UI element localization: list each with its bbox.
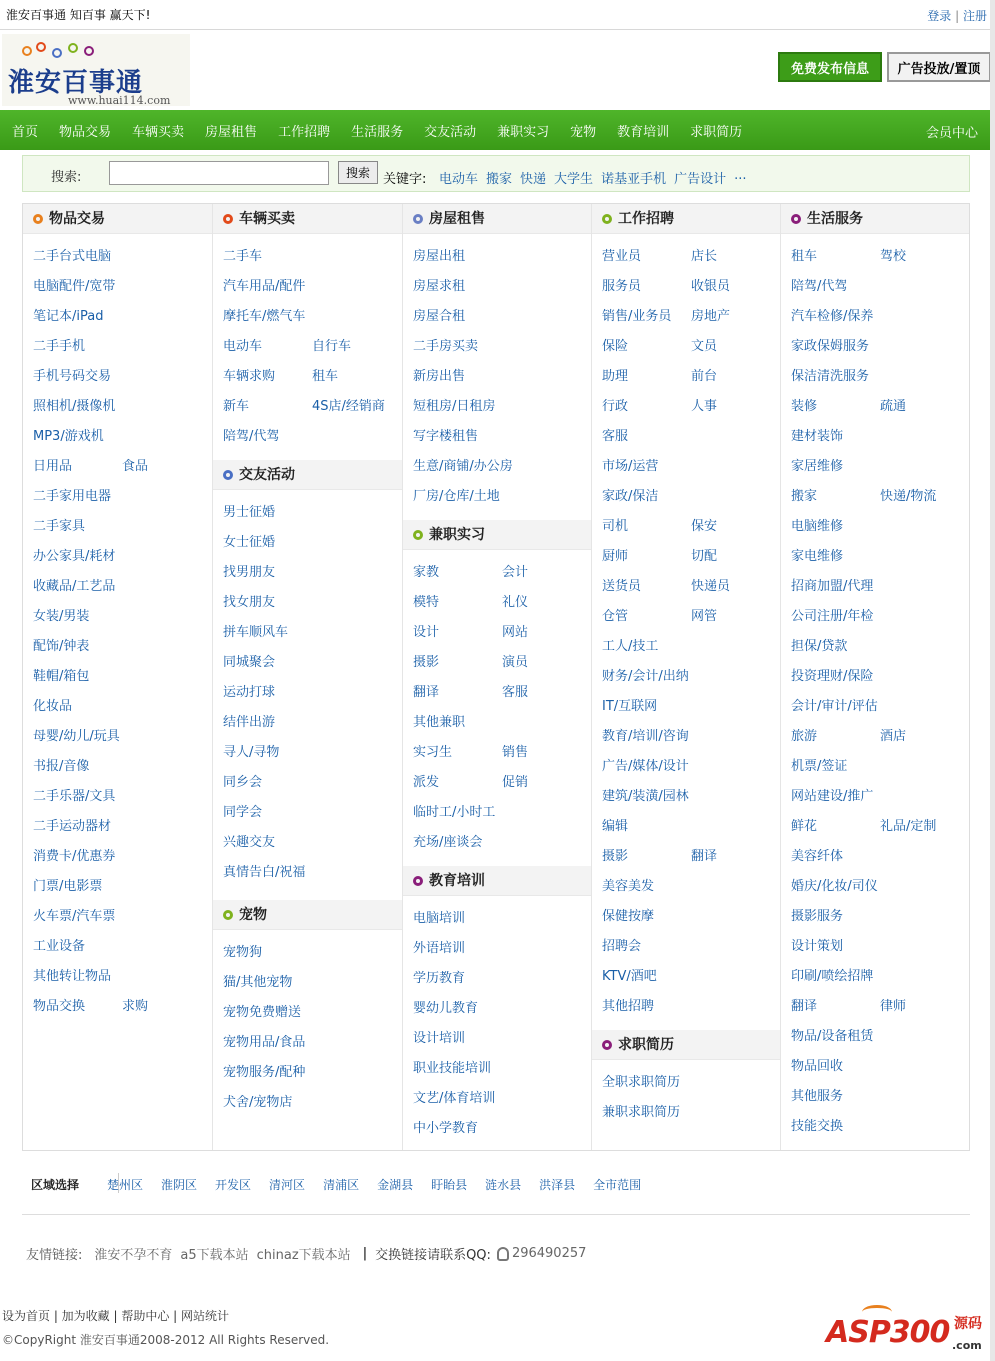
category-link[interactable]: 律师 [880, 999, 907, 1014]
nav-item[interactable]: 房屋租售 [205, 124, 258, 140]
category-grid [22, 203, 970, 1151]
post-info-button[interactable]: 免费发布信息 [778, 52, 882, 82]
category-link[interactable]: 家居维修 [791, 459, 844, 474]
category-link[interactable]: 车辆求购 [223, 369, 276, 384]
footer-links[interactable]: 设为首页 | 加为收藏 | 帮助中心 | 网站统计 [2, 1309, 230, 1323]
area-link[interactable]: 清浦区 [323, 1178, 360, 1192]
category-bullet-icon [223, 214, 233, 224]
category-link[interactable]: 设计策划 [791, 939, 844, 954]
category-link[interactable]: 求购 [122, 999, 149, 1014]
nav-item[interactable]: 兼职实习 [497, 124, 550, 140]
category-title: 宠物 [239, 907, 267, 923]
category-link[interactable]: 新车 [223, 399, 250, 414]
friend-link[interactable]: 淮安不孕不育 [94, 1248, 173, 1263]
area-link[interactable]: 盱眙县 [431, 1178, 468, 1192]
category-header[interactable] [213, 204, 402, 234]
category-link[interactable]: 教育/培训/咨询 [602, 729, 689, 744]
nav-item[interactable]: 首页 [12, 124, 39, 140]
keyword-link[interactable]: 大学生 [554, 172, 594, 187]
category-link[interactable]: 真情告白/祝福 [223, 865, 306, 880]
header [0, 30, 995, 110]
category-link[interactable]: 自行车 [312, 339, 352, 354]
category-link[interactable]: 物品交换 [33, 999, 86, 1014]
category-link[interactable]: 租车 [312, 369, 339, 384]
category-link[interactable]: 仓管 [602, 609, 629, 624]
category-bullet-icon [602, 214, 612, 224]
category-link[interactable]: 招聘会 [602, 939, 642, 954]
watermark-domain: .com [952, 1339, 982, 1352]
area-selector [22, 1168, 970, 1198]
keyword-link[interactable]: 快递 [520, 172, 547, 187]
asp300-watermark [822, 1303, 992, 1359]
category-link[interactable]: 送货员 [602, 579, 642, 594]
category-link[interactable]: 宠物免费赠送 [223, 1005, 302, 1020]
category-link[interactable]: 短租房/日租房 [413, 399, 496, 414]
category-header[interactable] [403, 866, 591, 896]
category-link[interactable]: 设计培训 [413, 1031, 466, 1046]
category-link[interactable]: 电脑配件/宽带 [33, 279, 116, 294]
category-link[interactable]: 物品回收 [791, 1059, 844, 1074]
category-header[interactable] [213, 460, 402, 490]
category-link[interactable]: 翻译 [791, 999, 818, 1014]
category-link[interactable]: 临时工/小时工 [413, 805, 496, 820]
category-link[interactable]: 文员 [691, 339, 718, 354]
category-link[interactable]: 翻译 [413, 685, 440, 700]
nav-items [0, 110, 751, 150]
category-header[interactable] [23, 204, 212, 234]
category-link[interactable]: 寻人/寻物 [223, 745, 280, 760]
category-link[interactable]: 人事 [691, 399, 718, 414]
category-link[interactable]: 驾校 [880, 249, 907, 264]
category-link[interactable]: 二手手机 [33, 339, 86, 354]
category-link[interactable]: 设计 [413, 625, 440, 640]
category-link[interactable]: 工人/技工 [602, 639, 659, 654]
keyword-link[interactable]: 电动车 [439, 172, 479, 187]
link-exchange-text: 交换链接请联系QQ: [375, 1248, 491, 1263]
category-link[interactable]: 电动车 [223, 339, 263, 354]
category-link[interactable]: 印刷/喷绘招牌 [791, 969, 874, 984]
category-link[interactable]: 母婴/幼儿/玩具 [33, 729, 120, 744]
category-link[interactable]: 房屋合租 [413, 309, 466, 324]
category-link[interactable]: 二手运动器材 [33, 819, 112, 834]
category-link[interactable]: 二手房买卖 [413, 339, 479, 354]
site-logo[interactable] [2, 34, 190, 106]
category-link[interactable]: 网站建设/推广 [791, 789, 874, 804]
category-title: 工作招聘 [618, 211, 674, 227]
category-link[interactable]: 宠物狗 [223, 945, 263, 960]
search-label: 搜索: [51, 170, 82, 185]
friend-link-list [94, 1244, 358, 1263]
category-link[interactable]: 消费卡/优惠券 [33, 849, 116, 864]
category-link[interactable]: 其他服务 [791, 1089, 844, 1104]
area-link[interactable]: 洪泽县 [539, 1178, 576, 1192]
category-link[interactable]: KTV/酒吧 [602, 969, 657, 984]
category-link[interactable]: 疏通 [880, 399, 907, 414]
friend-separator: | [362, 1246, 368, 1261]
category-link[interactable]: 二手乐器/文具 [33, 789, 116, 804]
nav-item[interactable]: 物品交易 [59, 124, 112, 140]
category-link[interactable]: 摄影 [602, 849, 629, 864]
watermark-brand: ASP300 [826, 1315, 950, 1350]
category-link[interactable]: 广告/媒体/设计 [602, 759, 689, 774]
category-header[interactable] [403, 520, 591, 550]
category-link[interactable]: 派发 [413, 775, 440, 790]
category-link[interactable]: IT/互联网 [602, 699, 658, 714]
category-link[interactable]: 店长 [691, 249, 718, 264]
category-link[interactable]: 拼车顺风车 [223, 625, 289, 640]
category-link[interactable]: 同乡会 [223, 775, 263, 790]
member-center-link[interactable]: 会员中心 [925, 126, 978, 141]
category-link[interactable]: 陪驾/代驾 [223, 429, 280, 444]
category-link[interactable]: 火车票/汽车票 [33, 909, 116, 924]
category-link[interactable]: 婴幼儿教育 [413, 1001, 479, 1016]
category-link[interactable]: 实习生 [413, 745, 453, 760]
category-link[interactable]: 装修 [791, 399, 818, 414]
category-link[interactable]: 家政/保洁 [602, 489, 659, 504]
category-link[interactable]: 结伴出游 [223, 715, 276, 730]
category-link[interactable]: 厨师 [602, 549, 629, 564]
category-link[interactable]: 技能交换 [791, 1119, 844, 1134]
category-header[interactable] [403, 204, 591, 234]
category-title: 物品交易 [49, 211, 105, 227]
friend-link[interactable]: a5下载本站 [180, 1248, 249, 1263]
category-link[interactable]: 行政 [602, 399, 629, 414]
category-bullet-icon [223, 470, 233, 480]
category-title: 交友活动 [239, 467, 295, 483]
category-link[interactable]: 家政保姆服务 [791, 339, 870, 354]
category-title: 生活服务 [807, 211, 863, 227]
category-link[interactable]: 4S店/经销商 [312, 399, 385, 414]
category-link[interactable]: 摄影 [413, 655, 440, 670]
category-link[interactable]: 房地产 [691, 309, 731, 324]
category-link[interactable]: 新房出售 [413, 369, 466, 384]
category-link[interactable]: 工业设备 [33, 939, 86, 954]
nav-item[interactable]: 教育培训 [617, 124, 670, 140]
scrollbar[interactable] [990, 0, 995, 1361]
category-link[interactable]: 投资理财/保险 [791, 669, 874, 684]
category-title: 兼职实习 [429, 527, 485, 543]
category-link[interactable]: 租车 [791, 249, 818, 264]
category-link[interactable]: 摩托车/燃气车 [223, 309, 306, 324]
category-link[interactable]: 宠物服务/配种 [223, 1065, 306, 1080]
qq-number[interactable]: 296490257 [511, 1246, 587, 1261]
category-link[interactable]: 房屋求租 [413, 279, 466, 294]
category-link[interactable]: 销售/业务员 [602, 309, 672, 324]
category-link[interactable]: 担保/贷款 [791, 639, 848, 654]
category-link[interactable]: 兼职求职简历 [602, 1105, 681, 1120]
category-link[interactable]: 鞋帽/箱包 [33, 669, 90, 684]
category-link[interactable]: 搬家 [791, 489, 818, 504]
category-link[interactable]: 化妆品 [33, 699, 73, 714]
category-link[interactable]: 收银员 [691, 279, 731, 294]
category-link[interactable]: 公司注册/年检 [791, 609, 874, 624]
category-bullet-icon [413, 214, 423, 224]
area-label: 区域选择 [31, 1178, 80, 1192]
category-link[interactable]: 中小学教育 [413, 1121, 479, 1136]
category-link[interactable]: 找男朋友 [223, 565, 276, 580]
register-link[interactable]: 注册 [962, 9, 987, 23]
ad-placement-button[interactable]: 广告投放/置顶 [887, 52, 991, 82]
friend-link[interactable]: chinaz下载本站 [256, 1248, 351, 1263]
category-link[interactable]: 助理 [602, 369, 629, 384]
category-link[interactable]: 女装/男装 [33, 609, 90, 624]
category-link[interactable]: 演员 [502, 655, 529, 670]
category-link[interactable]: 找女朋友 [223, 595, 276, 610]
category-link[interactable]: 运动打球 [223, 685, 276, 700]
category-link[interactable]: 手机号码交易 [33, 369, 112, 384]
category-link[interactable]: 会计/审计/评估 [791, 699, 878, 714]
category-link[interactable]: 其他招聘 [602, 999, 655, 1014]
top-bar [0, 0, 995, 30]
category-link[interactable]: 同学会 [223, 805, 263, 820]
category-link[interactable]: 机票/签证 [791, 759, 848, 774]
category-link[interactable]: 保洁清洗服务 [791, 369, 870, 384]
category-link[interactable]: 服务员 [602, 279, 642, 294]
category-header[interactable] [213, 900, 402, 930]
category-link[interactable]: 学历教育 [413, 971, 466, 986]
category-link[interactable]: MP3/游戏机 [33, 429, 104, 444]
category-link[interactable]: 礼品/定制 [880, 819, 937, 834]
category-bullet-icon [791, 214, 801, 224]
category-link[interactable]: 编辑 [602, 819, 629, 834]
category-link[interactable]: 营业员 [602, 249, 642, 264]
category-link[interactable]: 房屋出租 [413, 249, 466, 264]
category-link[interactable]: 书报/音像 [33, 759, 90, 774]
category-bullet-icon [413, 876, 423, 886]
category-link[interactable]: 猫/其他宠物 [223, 975, 293, 990]
category-bullet-icon [223, 910, 233, 920]
category-link[interactable]: 陪驾/代驾 [791, 279, 848, 294]
category-bullet-icon [413, 530, 423, 540]
category-link[interactable]: 其他转让物品 [33, 969, 112, 984]
category-link[interactable]: 二手家具 [33, 519, 86, 534]
area-link[interactable]: 开发区 [215, 1178, 252, 1192]
area-link[interactable]: 金湖县 [377, 1178, 414, 1192]
category-link[interactable]: 二手车 [223, 249, 263, 264]
category-link[interactable]: 照相机/摄像机 [33, 399, 116, 414]
nav-item[interactable]: 工作招聘 [278, 124, 331, 140]
category-link[interactable]: 笔记本/iPad [33, 309, 104, 324]
category-header[interactable] [592, 204, 780, 234]
category-link[interactable]: 家教 [413, 565, 440, 580]
category-link[interactable]: 旅游 [791, 729, 818, 744]
category-link[interactable]: 促销 [502, 775, 529, 790]
copyright: ©CopyRight 淮安百事通2008-2012 All Rights Reserved. [2, 1333, 330, 1347]
category-link[interactable]: 前台 [691, 369, 718, 384]
category-link[interactable]: 日用品 [33, 459, 73, 474]
category-link[interactable]: 模特 [413, 595, 440, 610]
category-link[interactable]: 会计 [502, 565, 529, 580]
category-link[interactable]: 门票/电影票 [33, 879, 103, 894]
category-title: 车辆买卖 [239, 211, 295, 227]
category-link[interactable]: 物品/设备租赁 [791, 1029, 874, 1044]
category-link[interactable]: 保健按摩 [602, 909, 655, 924]
category-link[interactable]: 犬舍/宠物店 [223, 1095, 293, 1110]
category-link[interactable]: 客服 [602, 429, 629, 444]
friend-links [26, 1244, 586, 1263]
category-link[interactable]: 保险 [602, 339, 629, 354]
search-bar [22, 155, 970, 192]
category-link[interactable]: 职业技能培训 [413, 1061, 492, 1076]
category-link[interactable]: 男士征婚 [223, 505, 276, 520]
category-column [213, 204, 403, 1150]
nav-item[interactable]: 交友活动 [424, 124, 477, 140]
keywords-label: 关键字: [383, 172, 427, 187]
category-link[interactable]: 快递/物流 [880, 489, 937, 504]
category-title: 房屋租售 [429, 211, 485, 227]
category-link[interactable]: 汽车用品/配件 [223, 279, 306, 294]
nav-item[interactable]: 车辆买卖 [132, 124, 185, 140]
category-link[interactable]: 客服 [502, 685, 529, 700]
qq-icon [497, 1247, 509, 1261]
category-title: 求职简历 [618, 1037, 674, 1053]
friend-links-label: 友情链接: [26, 1248, 83, 1263]
category-link[interactable]: 其他兼职 [413, 715, 466, 730]
category-link[interactable]: 同城聚会 [223, 655, 276, 670]
nav-item[interactable]: 宠物 [570, 124, 597, 140]
category-link[interactable]: 宠物用品/食品 [223, 1035, 306, 1050]
category-link[interactable]: 二手家用电器 [33, 489, 112, 504]
area-link[interactable]: 全市范围 [593, 1178, 642, 1192]
category-title: 教育培训 [429, 873, 485, 889]
category-header[interactable] [592, 1030, 780, 1060]
category-bullet-icon [33, 214, 43, 224]
area-link[interactable]: 楚州区 [107, 1178, 144, 1192]
category-link[interactable]: 销售 [502, 745, 529, 760]
category-link[interactable]: 充场/座谈会 [413, 835, 483, 850]
category-link[interactable]: 酒店 [880, 729, 907, 744]
category-link[interactable]: 家电维修 [791, 549, 844, 564]
account-links [927, 7, 987, 24]
watermark-suffix: 源码 [954, 1316, 982, 1332]
category-link[interactable]: 快递员 [691, 579, 731, 594]
nav-item[interactable]: 求职简历 [690, 124, 743, 140]
category-link[interactable]: 厂房/仓库/土地 [413, 489, 500, 504]
keyword-link[interactable]: ... [734, 168, 747, 183]
category-link[interactable]: 招商加盟/代理 [791, 579, 874, 594]
nav-item[interactable]: 生活服务 [351, 124, 404, 140]
category-column [23, 204, 213, 1150]
search-input[interactable] [109, 161, 329, 185]
category-link[interactable]: 建材装饰 [791, 429, 844, 444]
category-link[interactable]: 美容美发 [602, 879, 655, 894]
category-link[interactable]: 汽车检修/保养 [791, 309, 874, 324]
category-link[interactable]: 办公家具/耗材 [33, 549, 116, 564]
divider [22, 1214, 970, 1215]
area-link[interactable]: 淮阴区 [161, 1178, 198, 1192]
category-link[interactable]: 女士征婚 [223, 535, 276, 550]
area-link[interactable]: 清河区 [269, 1178, 306, 1192]
category-link[interactable]: 婚庆/化妆/司仪 [791, 879, 878, 894]
category-link[interactable]: 外语培训 [413, 941, 466, 956]
logo-dots-icon [22, 42, 102, 56]
category-link[interactable]: 鲜花 [791, 819, 818, 834]
category-link[interactable]: 摄影服务 [791, 909, 844, 924]
category-link[interactable]: 司机 [602, 519, 629, 534]
category-link[interactable]: 翻译 [691, 849, 718, 864]
category-link[interactable]: 切配 [691, 549, 718, 564]
category-link[interactable]: 网站 [502, 625, 529, 640]
site-slogan: 淮安百事通 知百事 赢天下! [6, 8, 151, 22]
category-link[interactable]: 美容纤体 [791, 849, 844, 864]
logo-url: www.huai114.com [68, 94, 171, 107]
category-link[interactable]: 兴趣交友 [223, 835, 276, 850]
category-header[interactable] [781, 204, 969, 234]
area-link[interactable]: 涟水县 [485, 1178, 522, 1192]
logo-text: 淮安百事通 [8, 68, 144, 98]
area-list [107, 1176, 659, 1193]
category-link[interactable]: 食品 [122, 459, 149, 474]
category-link[interactable]: 写字楼租售 [413, 429, 479, 444]
category-link[interactable]: 配饰/钟表 [33, 639, 90, 654]
category-link[interactable]: 收藏品/工艺品 [33, 579, 116, 594]
category-link[interactable]: 二手台式电脑 [33, 249, 112, 264]
keyword-link[interactable]: 搬家 [486, 172, 513, 187]
category-link[interactable]: 市场/运营 [602, 459, 659, 474]
category-column [592, 204, 781, 1150]
category-link[interactable]: 电脑培训 [413, 911, 466, 926]
category-link[interactable]: 文艺/体育培训 [413, 1091, 496, 1106]
link-separator: | [955, 9, 960, 23]
category-link[interactable]: 财务/会计/出纳 [602, 669, 689, 684]
category-column [403, 204, 592, 1150]
category-bullet-icon [602, 1040, 612, 1050]
category-link[interactable]: 建筑/装潢/园林 [602, 789, 689, 804]
category-link[interactable]: 保安 [691, 519, 718, 534]
category-link[interactable]: 全职求职简历 [602, 1075, 681, 1090]
login-link[interactable]: 登录 [927, 9, 952, 23]
keyword-link[interactable]: 广告设计 [674, 172, 727, 187]
keyword-link[interactable]: 诺基亚手机 [601, 172, 667, 187]
category-link[interactable]: 礼仪 [502, 595, 529, 610]
search-button[interactable]: 搜索 [338, 161, 378, 184]
main-nav [0, 110, 990, 150]
category-link[interactable]: 电脑维修 [791, 519, 844, 534]
category-column [781, 204, 969, 1150]
category-link[interactable]: 生意/商铺/办公房 [413, 459, 513, 474]
keyword-list [439, 168, 755, 187]
category-link[interactable]: 网管 [691, 609, 718, 624]
